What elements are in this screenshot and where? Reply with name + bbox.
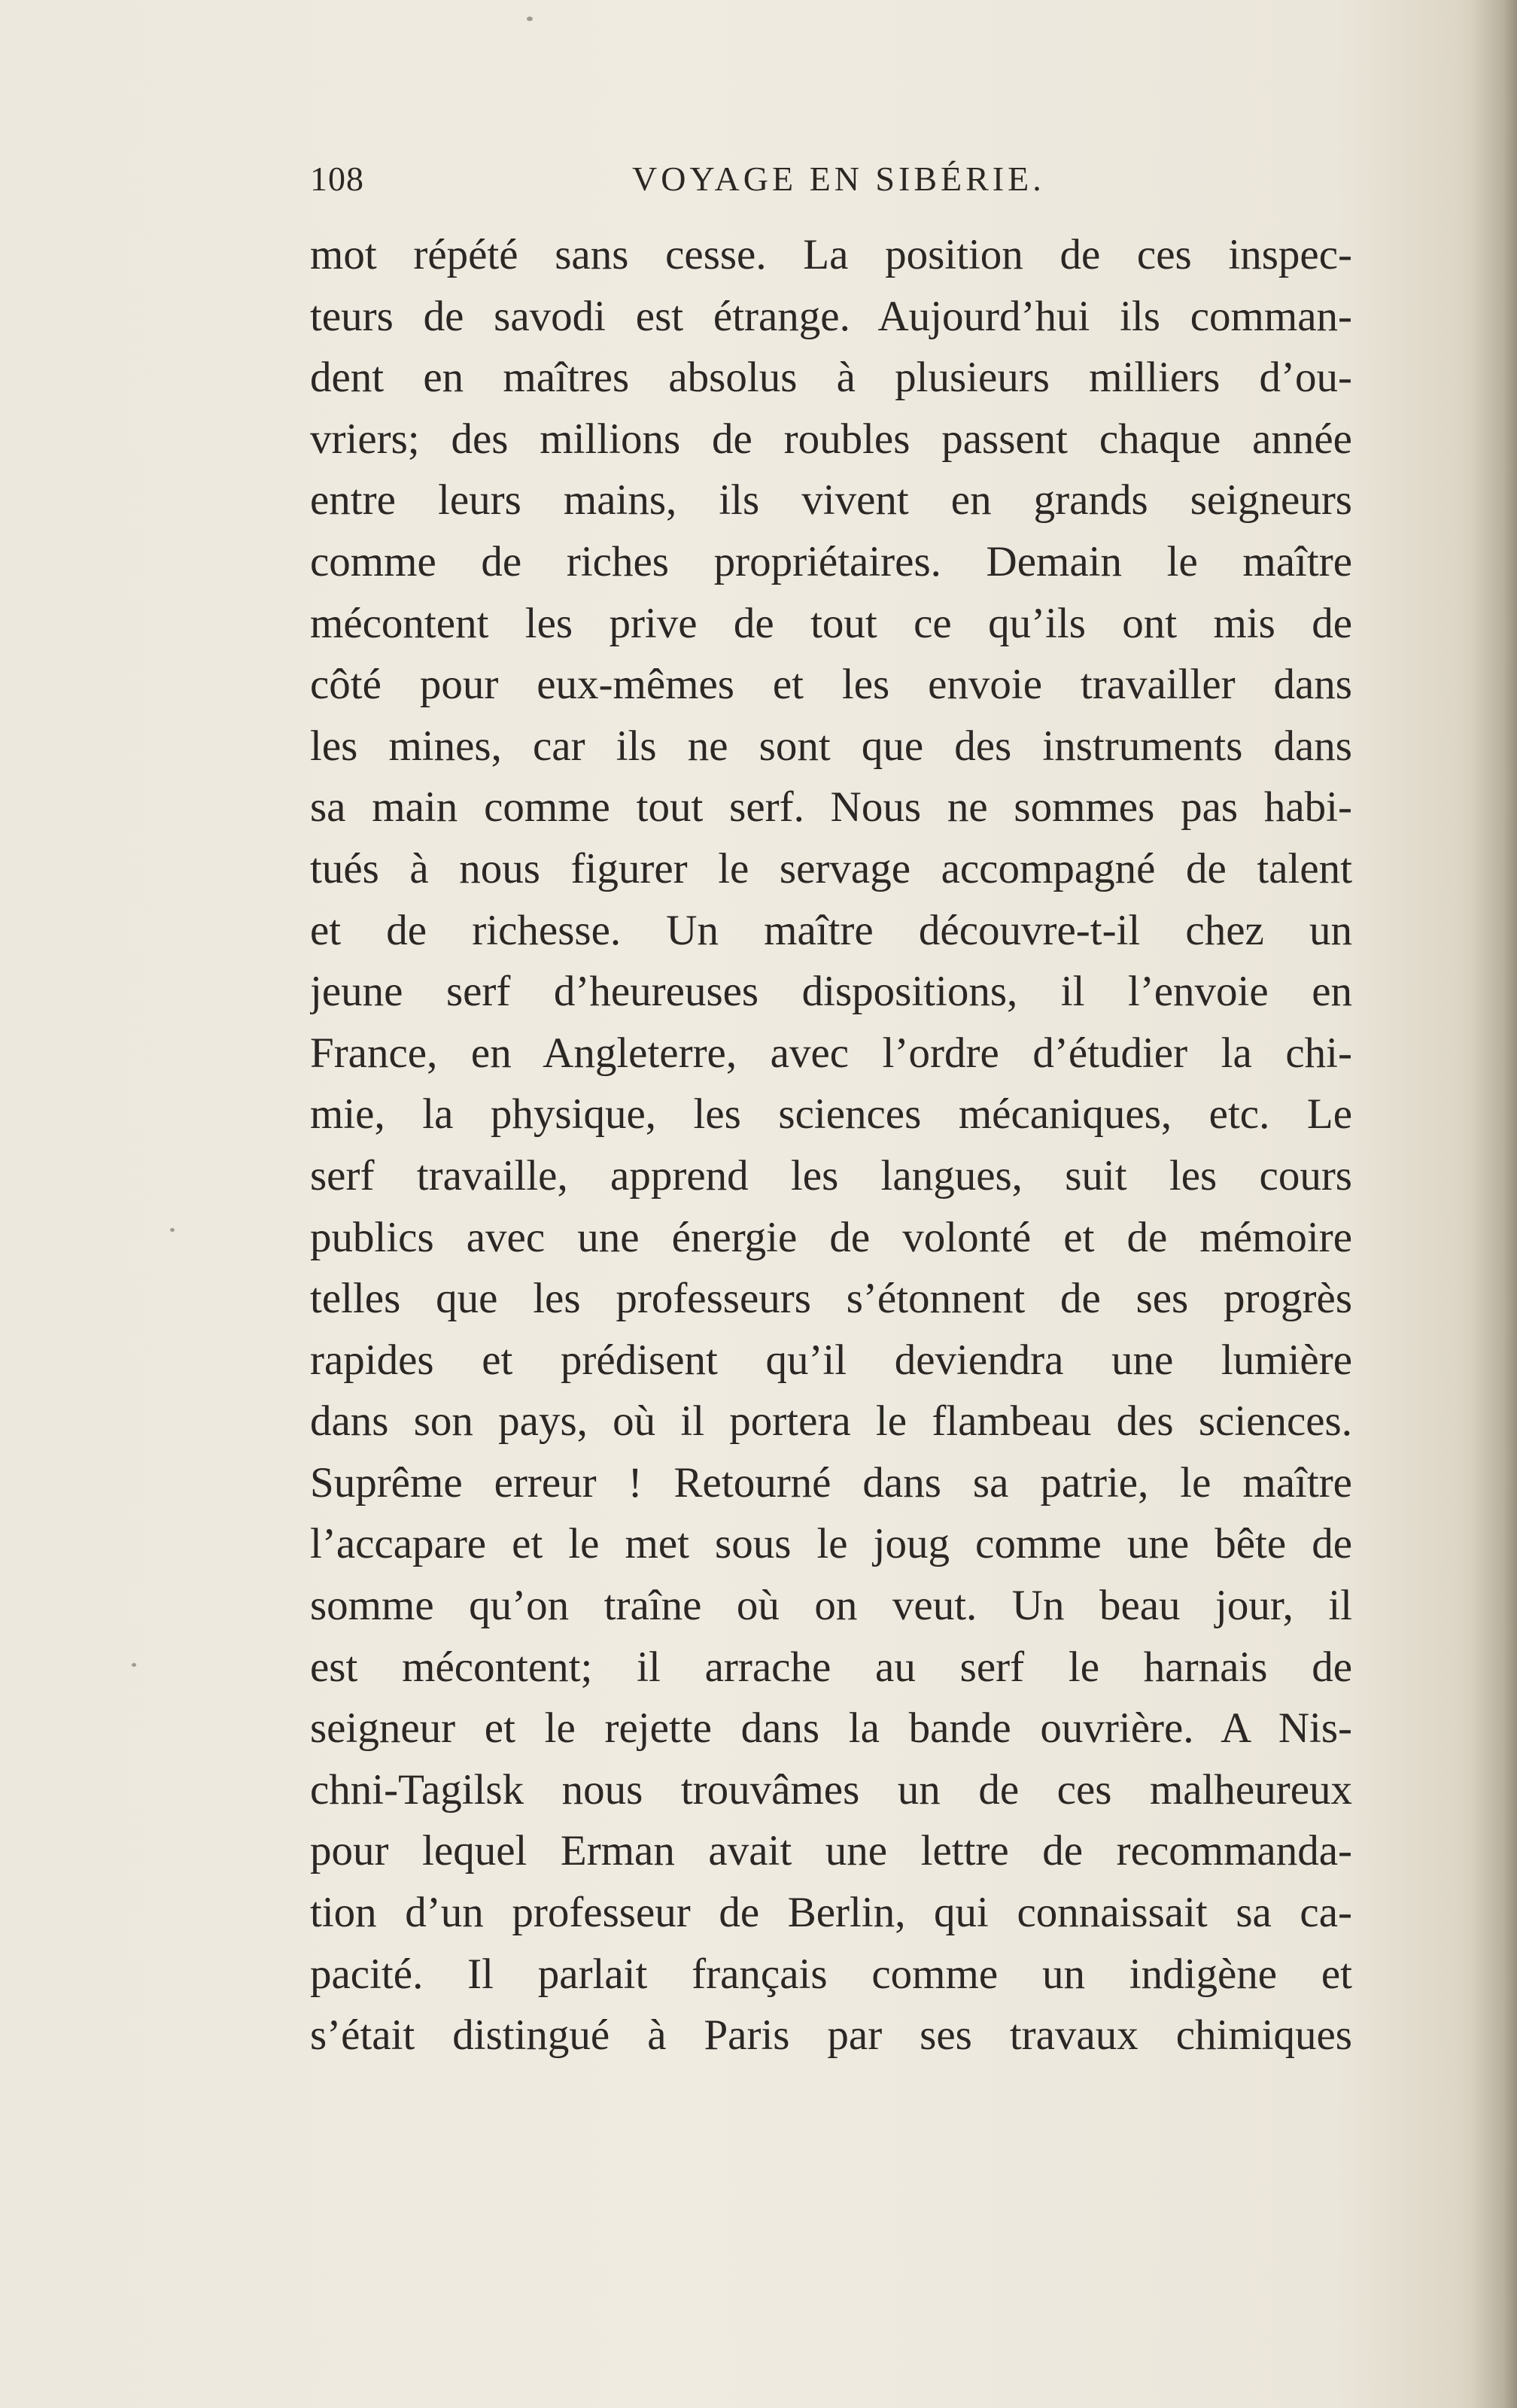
- text-line: entre leurs mains, ils vivent en grands seigneurs: [310, 476, 1352, 524]
- text-line: chni-Tagilsk nous trouvâmes un de ces malheureux: [310, 1765, 1352, 1814]
- text-line: côté pour eux-mêmes et les envoie travailler dans: [310, 661, 1352, 709]
- text-line: mécontent les prive de tout ce qu’ils ont mis de: [310, 599, 1352, 647]
- page-header: [310, 157, 1356, 202]
- text-line: dans son pays, où il portera le flambeau des sciences.: [310, 1397, 1352, 1446]
- paper-speck: [170, 1228, 175, 1232]
- text-line: serf travaille, apprend les langues, suit les cours: [310, 1151, 1352, 1199]
- text-line: seigneur et le rejette dans la bande ouvrière. A Nis-: [310, 1704, 1352, 1753]
- text-line: sa main comme tout serf. Nous ne sommes pas habi-: [310, 783, 1352, 832]
- page-number: 108: [310, 160, 364, 198]
- text-line: tués à nous figurer le servage accompagné de talent: [310, 844, 1352, 892]
- text-line: l’accapare et le met sous le joug comme une bête de: [310, 1520, 1352, 1568]
- text-line: rapides et prédisent qu’il deviendra une lumière: [310, 1336, 1352, 1384]
- text-line: somme qu’on traîne où on veut. Un beau jour, il: [310, 1582, 1352, 1630]
- text-line: vriers; des millions de roubles passent chaque année: [310, 415, 1352, 463]
- text-line: comme de riches propriétaires. Demain le maître: [310, 537, 1352, 585]
- text-line: jeune serf d’heureuses dispositions, il l’envoie en: [310, 968, 1352, 1016]
- text-line: pacité. Il parlait français comme un indigène et: [310, 1950, 1352, 1998]
- text-line: dent en maîtres absolus à plusieurs milliers d’ou-: [310, 354, 1352, 402]
- paper-speck: [527, 17, 533, 21]
- text-line: France, en Angleterre, avec l’ordre d’étudier la chi-: [310, 1029, 1352, 1077]
- paper-speck: [132, 1663, 136, 1667]
- text-line: publics avec une énergie de volonté et de mémoire: [310, 1213, 1352, 1261]
- running-head: VOYAGE EN SIBÉRIE.: [632, 160, 1045, 198]
- text-line: et de richesse. Un maître découvre-t-il chez un: [310, 906, 1352, 954]
- text-line: pour lequel Erman avait une lettre de recommanda-: [310, 1827, 1352, 1875]
- page-edge-shadow: [1472, 0, 1517, 2408]
- text-line: les mines, car ils ne sont que des instruments dans: [310, 722, 1352, 770]
- text-line: telles que les professeurs s’étonnent de ses progrès: [310, 1275, 1352, 1323]
- text-line: mot répété sans cesse. La position de ces inspec-: [310, 231, 1352, 278]
- text-line: s’était distingué à Paris par ses travaux chimiques: [310, 2011, 1352, 2060]
- text-line: est mécontent; il arrache au serf le harnais de: [310, 1643, 1352, 1691]
- text-line: mie, la physique, les sciences mécaniques, etc. Le: [310, 1090, 1352, 1139]
- text-line: Suprême erreur ! Retourné dans sa patrie, le maître: [310, 1458, 1352, 1507]
- text-line: teurs de savodi est étrange. Aujourd’hui ils comman-: [310, 292, 1352, 340]
- body-text: [310, 224, 1352, 2066]
- text-line: tion d’un professeur de Berlin, qui connaissait sa ca-: [310, 1889, 1352, 1937]
